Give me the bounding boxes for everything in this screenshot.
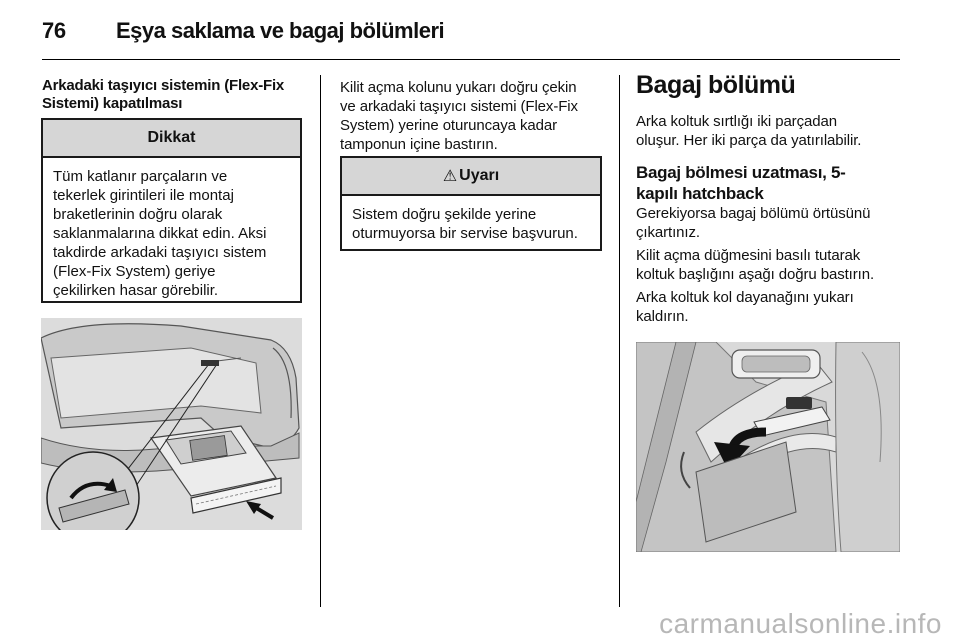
caution-text (43, 158, 300, 309)
middle-line: System) yerine oturuncaya kadar (340, 117, 558, 134)
right-subheading-line: kapılı hatchback (636, 184, 764, 203)
left-subheading (42, 77, 312, 113)
middle-line: tamponun içine bastırın. (340, 136, 498, 153)
caution-title: Dikkat (43, 120, 300, 158)
left-subheading-line-1: Arkadaki taşıyıcı sistemin (Flex-Fix (42, 77, 285, 94)
right-subheading (636, 162, 906, 204)
headrest-drawing (636, 342, 900, 552)
right-paragraph-line: koltuk başlığını aşağı doğru bastırın. (636, 266, 875, 283)
caution-line: saklanmalarına dikkat edin. Aksi (53, 225, 267, 242)
warning-triangle-icon: ⚠ (442, 168, 458, 185)
right-paragraph-line: çıkartınız. (636, 224, 700, 241)
warning-title: Uyarı (459, 167, 500, 184)
right-intro (636, 112, 906, 150)
caution-line: çekilirken hasar görebilir. (53, 282, 219, 299)
right-paragraph-3 (636, 288, 906, 326)
right-column (636, 71, 906, 326)
right-paragraph-line: Kilit açma düğmesini basılı tutarak (636, 247, 861, 264)
middle-line: ve arkadaki taşıyıcı sistemi (Flex-Fix (340, 98, 578, 115)
left-subheading-line-2: Sistemi) kapatılması (42, 95, 183, 112)
right-paragraph-line: Arka koltuk kol dayanağını yukarı (636, 289, 854, 306)
middle-instructions (340, 78, 612, 154)
right-intro-line: oluşur. Her iki parça da yatırılabilir. (636, 132, 862, 149)
caution-box (41, 118, 302, 303)
caution-line: Tüm katlanır parçaların ve (53, 168, 228, 185)
warning-line: Sistem doğru şekilde yerine (352, 206, 537, 223)
caution-line: takdirde arkadaki taşıyıcı sistem (53, 244, 267, 261)
column-divider-2 (619, 75, 620, 607)
right-subheading-line: Bagaj bölmesi uzatması, 5- (636, 163, 846, 182)
headrest-illustration (636, 342, 900, 552)
flexfix-illustration (41, 318, 302, 530)
caution-line: (Flex-Fix System) geriye (53, 263, 216, 280)
column-divider-1 (320, 75, 321, 607)
warning-line: oturmuyorsa bir servise başvurun. (352, 225, 578, 242)
middle-line: Kilit açma kolunu yukarı doğru çekin (340, 79, 577, 96)
warning-header (342, 158, 600, 196)
right-paragraph-2 (636, 246, 906, 284)
page-header-title: Eşya saklama ve bagaj bölümleri (116, 18, 445, 43)
warning-text (342, 196, 600, 252)
flexfix-drawing (41, 318, 302, 530)
right-intro-line: Arka koltuk sırtlığı iki parçadan (636, 113, 837, 130)
page-number: 76 (42, 18, 66, 43)
watermark: carmanualsonline.info (659, 608, 942, 639)
right-paragraph-1 (636, 204, 906, 242)
right-paragraph-line: Gerekiyorsa bagaj bölümü örtüsünü (636, 205, 871, 222)
right-paragraph-line: kaldırın. (636, 308, 689, 325)
warning-box (340, 156, 602, 251)
caution-line: tekerlek girintileri ile montaj (53, 187, 234, 204)
header-rule (42, 59, 900, 60)
section-title: Bagaj bölümü (636, 71, 796, 99)
caution-line: braketlerinin doğru olarak (53, 206, 223, 223)
